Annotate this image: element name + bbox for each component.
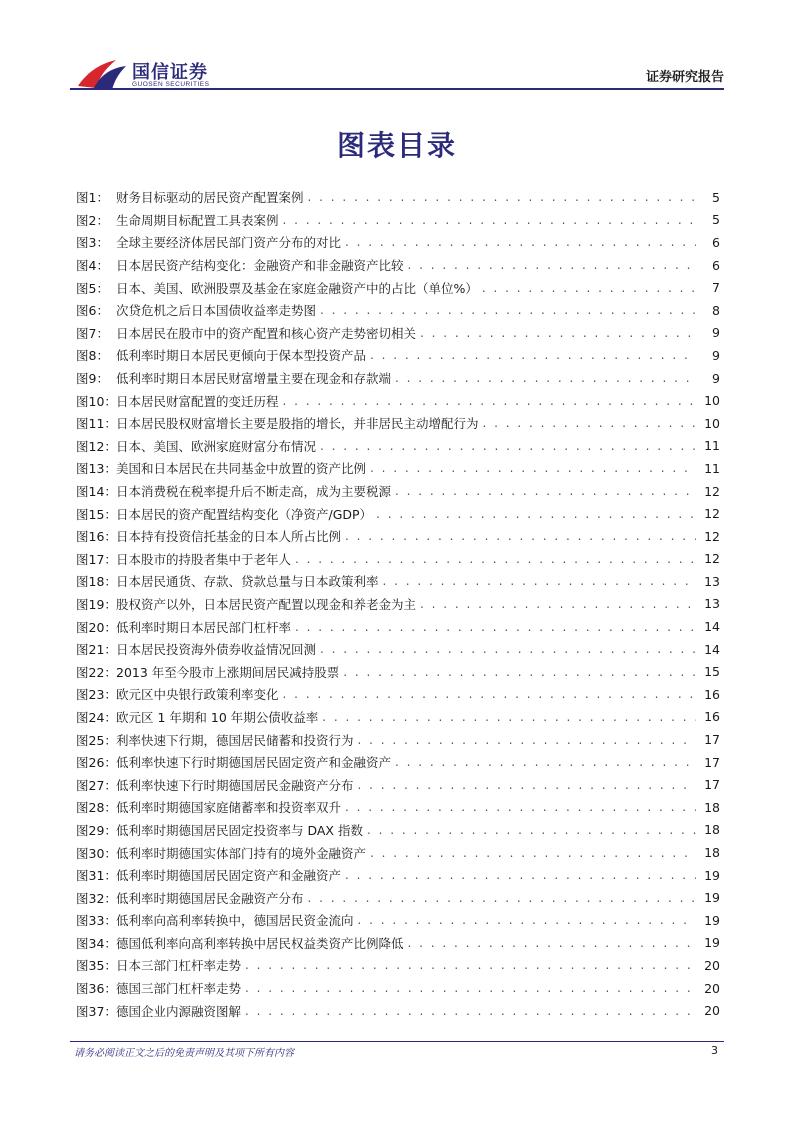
footer-disclaimer: 请务必阅读正文之后的免责声明及其项下所有内容 xyxy=(74,1048,294,1059)
toc-figure-title: 低利率向高利率转换中，德国居民资金流向 xyxy=(116,913,354,929)
toc-leader-dots xyxy=(482,281,696,295)
toc-leader-dots xyxy=(383,574,696,588)
toc-leader-dots xyxy=(367,823,696,837)
toc-page-number: 20 xyxy=(704,1003,720,1019)
toc-figure-number: 图14： xyxy=(76,484,117,500)
toc-figure-title: 日本居民在股市中的资产配置和核心资产走势密切相关 xyxy=(116,325,417,341)
toc-page-number: 9 xyxy=(712,347,720,363)
toc-page-number: 13 xyxy=(704,573,720,589)
toc-figure-title: 低利率时期日本居民财富增量主要在现金和存款端 xyxy=(116,371,392,387)
toc-entry[interactable] xyxy=(76,412,720,435)
toc-leader-dots xyxy=(345,868,696,882)
toc-leader-dots xyxy=(320,303,696,317)
toc-leader-dots xyxy=(308,891,696,905)
toc-figure-number: 图31： xyxy=(76,868,117,884)
toc-figure-number: 图37： xyxy=(76,1003,117,1019)
brand-name-cn: 国信证券 xyxy=(132,62,208,83)
toc-figure-number: 图8： xyxy=(76,348,109,364)
toc-page-number: 9 xyxy=(712,370,720,386)
toc-figure-title: 利率快速下行期，德国居民储蓄和投资行为 xyxy=(116,732,354,748)
toc-page-number: 14 xyxy=(704,619,720,635)
page-number: 3 xyxy=(711,1044,718,1057)
toc-entry[interactable] xyxy=(76,909,720,932)
toc-figure-number: 图1： xyxy=(76,190,109,206)
toc-leader-dots xyxy=(370,461,696,475)
toc-page-number: 6 xyxy=(712,234,720,250)
toc-figure-title: 欧元区 1 年期和 10 年期公债收益率 xyxy=(116,709,319,725)
toc-page-number: 16 xyxy=(704,686,720,702)
toc-page-number: 5 xyxy=(712,212,720,228)
toc-figure-title: 日本居民的资产配置结构变化（净资产/GDP） xyxy=(116,506,373,522)
toc-figure-number: 图6： xyxy=(76,303,109,319)
toc-page-number: 9 xyxy=(712,325,720,341)
toc-entry[interactable] xyxy=(76,819,720,842)
toc-entry[interactable] xyxy=(76,638,720,661)
toc-figure-number: 图21： xyxy=(76,642,117,658)
toc-page-number: 19 xyxy=(704,890,720,906)
figure-list xyxy=(76,186,720,1022)
toc-page-number: 20 xyxy=(704,980,720,996)
toc-entry[interactable] xyxy=(76,502,720,525)
toc-page-number: 11 xyxy=(704,460,720,476)
toc-entry[interactable] xyxy=(76,864,720,887)
toc-figure-title: 低利率时期德国实体部门持有的境外金融资产 xyxy=(116,845,367,861)
toc-entry[interactable] xyxy=(76,299,720,322)
toc-figure-title: 股权资产以外，日本居民资产配置以现金和养老金为主 xyxy=(116,596,417,612)
toc-figure-number: 图25： xyxy=(76,732,117,748)
toc-figure-title: 美国和日本居民在共同基金中放置的资产比例 xyxy=(116,461,367,477)
toc-figure-number: 图2： xyxy=(76,212,109,228)
toc-figure-title: 日本居民投资海外债券收益情况回测 xyxy=(116,642,317,658)
toc-page-number: 15 xyxy=(704,664,720,680)
toc-leader-dots xyxy=(370,348,696,362)
toc-page-number: 12 xyxy=(704,483,720,499)
toc-leader-dots xyxy=(420,326,696,340)
toc-figure-number: 图28： xyxy=(76,800,117,816)
toc-leader-dots xyxy=(345,529,696,543)
toc-entry[interactable] xyxy=(76,322,720,345)
toc-leader-dots xyxy=(345,235,696,249)
toc-leader-dots xyxy=(283,394,696,408)
toc-page-number: 16 xyxy=(704,709,720,725)
toc-figure-number: 图29： xyxy=(76,822,117,838)
toc-leader-dots xyxy=(295,620,696,634)
toc-figure-number: 图13： xyxy=(76,461,117,477)
toc-leader-dots xyxy=(308,190,696,204)
toc-figure-number: 图3： xyxy=(76,235,109,251)
toc-leader-dots xyxy=(343,665,696,679)
toc-page-number: 19 xyxy=(704,935,720,951)
toc-figure-title: 低利率时期德国家庭储蓄率和投资率双升 xyxy=(116,800,342,816)
toc-figure-title: 日本三部门杠杆率走势 xyxy=(116,958,242,974)
toc-figure-number: 图24： xyxy=(76,709,117,725)
toc-entry[interactable] xyxy=(76,683,720,706)
toc-page-number: 17 xyxy=(704,777,720,793)
toc-figure-title: 日本居民股权财富增长主要是股指的增长，并非居民主动增配行为 xyxy=(116,416,479,432)
toc-leader-dots xyxy=(395,755,696,769)
toc-entry[interactable] xyxy=(76,457,720,480)
toc-figure-number: 图10： xyxy=(76,393,117,409)
toc-figure-number: 图33： xyxy=(76,913,117,929)
toc-figure-number: 图27： xyxy=(76,777,117,793)
toc-figure-title: 日本居民通货、存款、贷款总量与日本政策利率 xyxy=(116,574,379,590)
toc-entry[interactable] xyxy=(76,796,720,819)
toc-entry[interactable] xyxy=(76,570,720,593)
toc-figure-number: 图4： xyxy=(76,258,109,274)
toc-entry[interactable] xyxy=(76,932,720,955)
toc-page-number: 12 xyxy=(704,551,720,567)
toc-entry[interactable] xyxy=(76,231,720,254)
toc-figure-title: 全球主要经济体居民部门资产分布的对比 xyxy=(116,235,342,251)
toc-entry[interactable] xyxy=(76,660,720,683)
toc-leader-dots xyxy=(370,846,696,860)
toc-leader-dots xyxy=(376,507,696,521)
toc-figure-title: 低利率时期德国居民固定投资率与 DAX 指数 xyxy=(116,822,363,838)
toc-page-number: 14 xyxy=(704,641,720,657)
toc-figure-number: 图32： xyxy=(76,890,117,906)
toc-figure-number: 图26： xyxy=(76,755,117,771)
toc-figure-title: 德国三部门杠杆率走势 xyxy=(116,981,242,997)
toc-leader-dots xyxy=(283,213,696,227)
toc-figure-number: 图34： xyxy=(76,935,117,951)
toc-figure-title: 日本消费税在税率提升后不断走高，成为主要税源 xyxy=(116,484,392,500)
toc-figure-number: 图7： xyxy=(76,325,109,341)
toc-figure-title: 生命周期目标配置工具表案例 xyxy=(116,212,279,228)
toc-entry[interactable] xyxy=(76,480,720,503)
toc-leader-dots xyxy=(245,981,696,995)
toc-entry[interactable] xyxy=(76,548,720,571)
toc-figure-number: 图20： xyxy=(76,619,117,635)
toc-page-number: 17 xyxy=(704,732,720,748)
toc-page-number: 18 xyxy=(704,799,720,815)
toc-figure-title: 财务目标驱动的居民资产配置案例 xyxy=(116,190,304,206)
toc-entry[interactable] xyxy=(76,751,720,774)
toc-entry[interactable] xyxy=(76,706,720,729)
toc-figure-number: 图17： xyxy=(76,551,117,567)
toc-figure-number: 图36： xyxy=(76,981,117,997)
toc-page-number: 11 xyxy=(704,438,720,454)
toc-figure-number: 图15： xyxy=(76,506,117,522)
toc-page-number: 19 xyxy=(704,912,720,928)
toc-figure-title: 低利率时期日本居民部门杠杆率 xyxy=(116,619,292,635)
toc-page-number: 10 xyxy=(704,415,720,431)
toc-page-number: 20 xyxy=(704,957,720,973)
toc-entry[interactable] xyxy=(76,389,720,412)
toc-figure-title: 低利率快速下行时期德国居民金融资产分布 xyxy=(116,777,354,793)
toc-leader-dots xyxy=(420,597,696,611)
toc-page-number: 8 xyxy=(712,302,720,318)
toc-entry[interactable] xyxy=(76,276,720,299)
toc-entry[interactable] xyxy=(76,367,720,390)
toc-page-number: 7 xyxy=(712,280,720,296)
toc-entry[interactable] xyxy=(76,615,720,638)
toc-entry[interactable] xyxy=(76,886,720,909)
report-type-label: 证券研究报告 xyxy=(645,70,724,85)
toc-figure-title: 日本持有投资信托基金的日本人所占比例 xyxy=(116,529,342,545)
toc-figure-number: 图12： xyxy=(76,438,117,454)
toc-leader-dots xyxy=(320,642,696,656)
toc-page-number: 13 xyxy=(704,596,720,612)
toc-figure-number: 图16： xyxy=(76,529,117,545)
toc-figure-title: 日本居民资产结构变化：金融资产和非金融资产比较 xyxy=(116,258,404,274)
toc-leader-dots xyxy=(395,484,696,498)
toc-entry[interactable] xyxy=(76,344,720,367)
toc-entry[interactable] xyxy=(76,728,720,751)
toc-leader-dots xyxy=(358,733,696,747)
toc-figure-number: 图5： xyxy=(76,280,109,296)
toc-figure-title: 低利率时期德国居民金融资产分布 xyxy=(116,890,304,906)
header-divider xyxy=(70,88,724,90)
toc-leader-dots xyxy=(408,936,696,950)
toc-figure-title: 欧元区中央银行政策利率变化 xyxy=(116,687,279,703)
toc-entry[interactable] xyxy=(76,977,720,1000)
toc-figure-number: 图22： xyxy=(76,664,117,680)
toc-page-number: 5 xyxy=(712,189,720,205)
guosen-logo-mark-icon xyxy=(76,56,128,92)
toc-entry[interactable] xyxy=(76,254,720,277)
toc-figure-title: 德国低利率向高利率转换中居民权益类资产比例降低 xyxy=(116,935,404,951)
toc-leader-dots xyxy=(395,371,696,385)
toc-leader-dots xyxy=(283,687,696,701)
toc-leader-dots xyxy=(245,958,696,972)
guosen-logo xyxy=(76,56,236,92)
toc-leader-dots xyxy=(320,439,696,453)
toc-page-number: 12 xyxy=(704,506,720,522)
toc-figure-title: 日本、美国、欧洲家庭财富分布情况 xyxy=(116,438,317,454)
toc-entry[interactable] xyxy=(76,435,720,458)
toc-page-number: 6 xyxy=(712,257,720,273)
toc-entry[interactable] xyxy=(76,954,720,977)
toc-figure-title: 日本股市的持股者集中于老年人 xyxy=(116,551,292,567)
toc-leader-dots xyxy=(358,913,696,927)
toc-entry[interactable] xyxy=(76,999,720,1022)
toc-leader-dots xyxy=(245,1004,696,1018)
toc-page-number: 12 xyxy=(704,528,720,544)
toc-leader-dots xyxy=(322,710,696,724)
toc-figure-number: 图9： xyxy=(76,371,109,387)
toc-figure-title: 日本居民财富配置的变迁历程 xyxy=(116,393,279,409)
toc-page-number: 17 xyxy=(704,754,720,770)
page-title: 图表目录 xyxy=(336,129,457,162)
toc-leader-dots xyxy=(408,258,696,272)
footer-divider xyxy=(70,1041,724,1042)
toc-figure-number: 图30： xyxy=(76,845,117,861)
toc-leader-dots xyxy=(483,416,696,430)
toc-figure-number: 图35： xyxy=(76,958,117,974)
toc-figure-title: 低利率时期德国居民固定资产和金融资产 xyxy=(116,868,342,884)
toc-page-number: 18 xyxy=(704,822,720,838)
toc-figure-number: 图18： xyxy=(76,574,117,590)
toc-entry[interactable] xyxy=(76,841,720,864)
toc-figure-number: 图11： xyxy=(76,416,117,432)
toc-entry[interactable] xyxy=(76,209,720,232)
toc-page-number: 18 xyxy=(704,845,720,861)
brand-name-en: GUOSEN SECURITIES xyxy=(132,81,210,88)
toc-figure-number: 图23： xyxy=(76,687,117,703)
toc-page-number: 19 xyxy=(704,867,720,883)
toc-entry[interactable] xyxy=(76,773,720,796)
toc-leader-dots xyxy=(358,778,696,792)
toc-entry[interactable] xyxy=(76,525,720,548)
toc-leader-dots xyxy=(345,800,696,814)
toc-figure-title: 低利率时期日本居民更倾向于保本型投资产品 xyxy=(116,348,367,364)
toc-figure-number: 图19： xyxy=(76,596,117,612)
toc-figure-title: 低利率快速下行时期德国居民固定资产和金融资产 xyxy=(116,755,392,771)
toc-figure-title: 德国企业内源融资图解 xyxy=(116,1003,242,1019)
toc-entry[interactable] xyxy=(76,593,720,616)
toc-leader-dots xyxy=(295,552,696,566)
toc-entry[interactable] xyxy=(76,186,720,209)
toc-figure-title: 2013 年至今股市上涨期间居民减持股票 xyxy=(116,664,340,680)
toc-figure-title: 日本、美国、欧洲股票及基金在家庭金融资产中的占比（单位%） xyxy=(116,280,478,296)
toc-figure-title: 次贷危机之后日本国债收益率走势图 xyxy=(116,303,317,319)
toc-page-number: 10 xyxy=(704,393,720,409)
